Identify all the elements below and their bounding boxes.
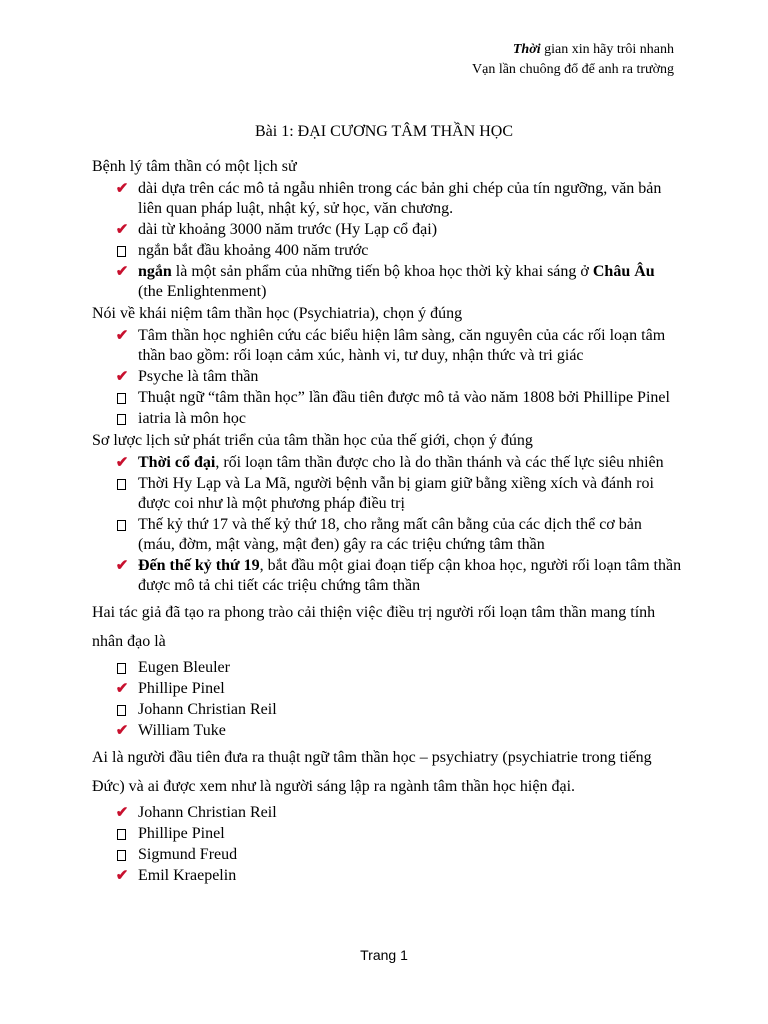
option-text <box>138 180 661 217</box>
header-line-1-rest: gian xin hãy trôi nhanh <box>540 42 674 57</box>
option-text-part: Tâm thần học nghiên cứu các biểu hiện lâm sàng, căn nguyên của các rối loạn tâm thần bao gồm: rối loạn cảm xúc, hành vi, tư duy, nhận thức và tri giác <box>138 327 666 364</box>
answer-option <box>92 866 682 886</box>
option-text-part: Thời Hy Lạp và La Mã, người bệnh vẫn bị giam giữ bằng xiềng xích và đánh roi được coi như là một phương pháp điều trị <box>138 475 654 512</box>
answer-option <box>92 658 682 678</box>
option-text-part: William Tuke <box>138 722 226 739</box>
option-text-part: ngắn bắt đầu khoảng 400 năm trước <box>138 242 369 259</box>
page-header <box>472 40 674 80</box>
option-text-part: dài từ khoảng 3000 năm trước (Hy Lạp cổ đại) <box>138 221 438 238</box>
question-block <box>92 157 682 302</box>
header-line-2: Vạn lần chuông đổ để anh ra trường <box>472 62 674 77</box>
answer-option <box>92 556 682 596</box>
option-text-bold: Thời cổ đại <box>138 454 216 471</box>
check-mark-icon: ✔ <box>115 181 129 197</box>
question-block <box>92 743 682 886</box>
option-text-part: Emil Kraepelin <box>138 867 237 884</box>
answer-option <box>92 409 682 429</box>
option-text-part: Thuật ngữ “tâm thần học” lần đầu tiên được mô tả vào năm 1808 bởi Phillipe Pinel <box>138 389 670 406</box>
option-text <box>138 680 225 697</box>
option-text <box>138 557 681 594</box>
check-mark-icon: ✔ <box>115 222 129 238</box>
option-list <box>92 326 682 429</box>
option-text-bold: Châu Âu <box>592 263 655 280</box>
document-title: Bài 1: ĐẠI CƯƠNG TÂM THẦN HỌC <box>254 123 514 140</box>
option-text-part: iatria là môn học <box>138 410 246 427</box>
option-text-part: dài dựa trên các mô tả ngẫu nhiên trong các bản ghi chép của tín ngưỡng, văn bản liên quan pháp luật, nhật ký, sử học, văn chương. <box>138 180 662 217</box>
empty-box-icon <box>117 520 126 531</box>
option-text-part: Psyche là tâm thần <box>138 368 259 385</box>
option-text <box>138 242 368 259</box>
option-text-part: là một sản phẩm của những tiến bộ khoa học thời kỳ khai sáng ở <box>171 263 593 280</box>
answer-option <box>92 700 682 720</box>
option-text-part: , rối loạn tâm thần được cho là do thần thánh và các thế lực siêu nhiên <box>215 454 664 471</box>
option-text <box>138 454 664 471</box>
empty-box-icon <box>117 246 126 257</box>
option-text-part: Eugen Bleuler <box>138 659 230 676</box>
question-block <box>92 431 682 596</box>
option-text-part: Thế kỷ thứ 17 và thế kỷ thứ 18, cho rằng mất cân bằng của các dịch thể cơ bản (máu, đờm, mật vàng, mật đen) gây ra các triệu chứng tâm thần <box>138 516 642 553</box>
answer-option <box>92 388 682 408</box>
answer-option <box>92 453 682 473</box>
option-text-bold: Đến thế kỷ thứ 19 <box>138 557 260 574</box>
option-text-part: , bắt đầu một giai đoạn tiếp cận khoa học, người rối loạn tâm thần được mô tả chi tiết các triệu chứng tâm thần <box>138 557 682 594</box>
question-text: Sơ lược lịch sử phát triển của tâm thần học của thế giới, chọn ý đúng <box>92 432 533 449</box>
option-list <box>92 803 682 886</box>
question-block <box>92 304 682 429</box>
empty-box-icon <box>117 705 126 716</box>
option-text-bold: ngắn <box>138 263 172 280</box>
option-text <box>138 327 665 364</box>
answer-option <box>92 679 682 699</box>
question-text: Nói về khái niệm tâm thần học (Psychiatria), chọn ý đúng <box>92 305 463 322</box>
answer-option <box>92 845 682 865</box>
answer-option <box>92 515 682 555</box>
option-text-part: Sigmund Freud <box>138 846 238 863</box>
question-block <box>92 598 682 741</box>
header-line-1-bold: Thời <box>512 42 541 57</box>
answer-option <box>92 179 682 219</box>
option-text <box>138 410 246 427</box>
header-line-1 <box>472 40 674 60</box>
answer-option <box>92 721 682 741</box>
empty-box-icon <box>117 479 126 490</box>
option-text <box>138 722 226 739</box>
check-mark-icon: ✔ <box>115 264 129 280</box>
option-list <box>92 658 682 741</box>
option-text <box>138 221 437 238</box>
check-mark-icon: ✔ <box>115 723 129 739</box>
question-list <box>92 157 682 888</box>
empty-box-icon <box>117 393 126 404</box>
option-text <box>138 368 258 385</box>
option-text-part: Johann Christian Reil <box>138 804 277 821</box>
answer-option <box>92 474 682 514</box>
question-text: Bệnh lý tâm thần có một lịch sử <box>92 158 297 175</box>
option-text <box>138 701 277 718</box>
option-text <box>138 804 277 821</box>
check-mark-icon: ✔ <box>115 369 129 385</box>
check-mark-icon: ✔ <box>115 681 129 697</box>
check-mark-icon: ✔ <box>115 558 129 574</box>
option-text <box>138 825 225 842</box>
option-text <box>138 263 655 300</box>
answer-option <box>92 220 682 240</box>
answer-option <box>92 262 682 302</box>
question-text: Ai là người đầu tiên đưa ra thuật ngữ tâm thần học – psychiatry (psychiatrie trong tiếng Đức) và ai được xem như là người sáng lập ra ngành tâm thần học hiện đại. <box>92 749 652 795</box>
option-text-part: Johann Christian Reil <box>138 701 277 718</box>
empty-box-icon <box>117 414 126 425</box>
option-text <box>138 846 237 863</box>
option-text <box>138 867 236 884</box>
empty-box-icon <box>117 663 126 674</box>
page-number: Trang 1 <box>360 947 408 963</box>
option-text <box>138 659 230 676</box>
option-list <box>92 453 682 596</box>
question-text: Hai tác giả đã tạo ra phong trào cải thiện việc điều trị người rối loạn tâm thần mang tính nhân đạo là <box>92 604 656 650</box>
option-text <box>138 516 642 553</box>
answer-option <box>92 824 682 844</box>
check-mark-icon: ✔ <box>115 328 129 344</box>
option-text <box>138 389 670 406</box>
answer-option <box>92 326 682 366</box>
answer-option <box>92 241 682 261</box>
check-mark-icon: ✔ <box>115 455 129 471</box>
option-text <box>138 475 654 512</box>
empty-box-icon <box>117 850 126 861</box>
empty-box-icon <box>117 829 126 840</box>
answer-option <box>92 367 682 387</box>
option-text-part: Phillipe Pinel <box>138 680 225 697</box>
answer-option <box>92 803 682 823</box>
option-text-part: (the Enlightenment) <box>138 283 267 300</box>
check-mark-icon: ✔ <box>115 805 129 821</box>
option-text-part: Phillipe Pinel <box>138 825 225 842</box>
check-mark-icon: ✔ <box>115 868 129 884</box>
option-list <box>92 179 682 302</box>
